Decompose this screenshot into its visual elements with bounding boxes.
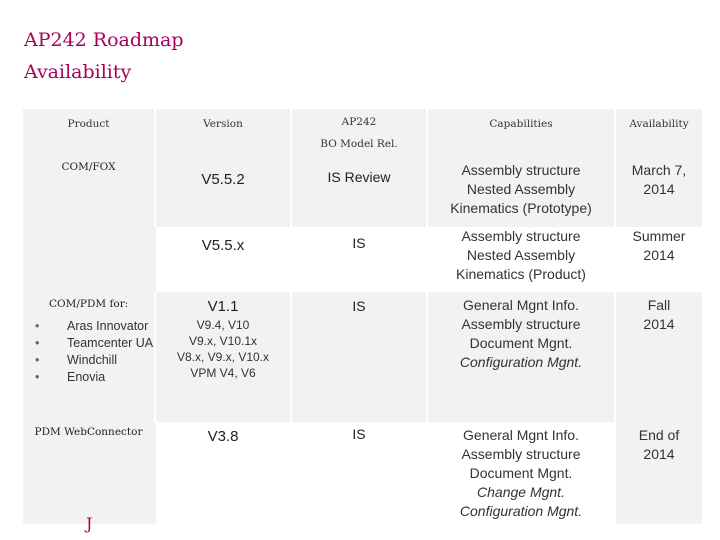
- capability-item: Nested Assembly: [466, 181, 576, 197]
- table-row: [23, 422, 703, 524]
- capability-item: Configuration Mgnt.: [459, 503, 583, 519]
- capability-item: Assembly structure: [461, 162, 581, 178]
- capability-item: General Mgnt Info.: [463, 427, 579, 443]
- footer-mark: J: [86, 514, 93, 533]
- availability-cell: [615, 422, 703, 524]
- ap242-cell: [291, 422, 427, 524]
- capability-item: Kinematics (Prototype): [450, 200, 592, 216]
- header-ap242-line1: AP242: [341, 116, 377, 128]
- roadmap-table: [23, 109, 704, 524]
- version-value: V3.8: [207, 428, 239, 445]
- title-line-2: Availability: [24, 61, 132, 83]
- table-header-row: [23, 109, 703, 161]
- list-item: • Teamcenter UA: [29, 335, 154, 352]
- availability-line: 2014: [643, 247, 675, 263]
- header-ap242: [291, 109, 427, 161]
- capability-item: Assembly structure: [461, 446, 581, 462]
- page-title: [24, 24, 184, 88]
- version-value: V1.1: [207, 298, 239, 315]
- capability-item: Assembly structure: [461, 228, 581, 244]
- version-cell: [155, 292, 291, 422]
- capability-item: Change Mgnt.: [477, 484, 565, 500]
- availability-cell: [615, 161, 703, 227]
- version-value: V5.5.2: [201, 171, 245, 188]
- header-availability: Availability: [615, 109, 703, 161]
- product-cell: [23, 292, 155, 422]
- header-capabilities: Capabilities: [427, 109, 615, 161]
- capability-item: Assembly structure: [461, 316, 581, 332]
- version-cell: [155, 422, 291, 524]
- ap242-cell: [291, 227, 427, 292]
- capabilities-cell: [427, 292, 615, 422]
- ap242-value: IS: [352, 235, 366, 251]
- availability-cell: [615, 227, 703, 292]
- product-cell: PDM WebConnector: [23, 422, 155, 524]
- capabilities-cell: [427, 422, 615, 524]
- availability-line: Summer: [632, 228, 686, 244]
- product-cell: COM/FOX: [23, 161, 155, 227]
- availability-line: 2014: [643, 181, 675, 197]
- product-list: [23, 318, 154, 386]
- availability-line: March 7,: [631, 162, 687, 178]
- product-label: COM/PDM for:: [49, 298, 129, 310]
- version-cell: [155, 227, 291, 292]
- version-detail: V9.4, V10: [196, 318, 250, 332]
- version-cell: [155, 161, 291, 227]
- table-row: [23, 292, 703, 422]
- version-detail: V8.x, V9.x, V10.x: [176, 350, 270, 364]
- availability-cell: [615, 292, 703, 422]
- capability-item: Document Mgnt.: [469, 335, 573, 351]
- availability-line: End of: [638, 427, 680, 443]
- version-value: V5.5.x: [201, 237, 245, 254]
- capability-item: Configuration Mgnt.: [459, 354, 583, 370]
- capabilities-cell: [427, 227, 615, 292]
- version-detail: VPM V4, V6: [190, 366, 256, 380]
- version-detail: V9.x, V10.1x: [188, 334, 258, 348]
- title-line-1: AP242 Roadmap: [24, 29, 184, 51]
- product-cell: [23, 227, 155, 292]
- table-row: [23, 161, 703, 227]
- header-version: Version: [155, 109, 291, 161]
- ap242-cell: [291, 161, 427, 227]
- capability-item: General Mgnt Info.: [463, 297, 579, 313]
- capability-item: Nested Assembly: [466, 247, 576, 263]
- list-item: • Enovia: [29, 369, 154, 386]
- table-row: [23, 227, 703, 292]
- header-product: Product: [23, 109, 155, 161]
- ap242-value: IS Review: [327, 169, 391, 185]
- ap242-cell: [291, 292, 427, 422]
- ap242-value: IS: [352, 426, 366, 442]
- header-ap242-line2: BO Model Rel.: [320, 138, 398, 150]
- availability-line: Fall: [647, 297, 671, 313]
- list-item: • Aras Innovator: [29, 318, 154, 335]
- availability-line: 2014: [643, 316, 675, 332]
- capabilities-cell: [427, 161, 615, 227]
- list-item: • Windchill: [29, 352, 154, 369]
- capability-item: Document Mgnt.: [469, 465, 573, 481]
- capability-item: Kinematics (Product): [456, 266, 586, 282]
- ap242-value: IS: [352, 298, 366, 314]
- availability-line: 2014: [643, 446, 675, 462]
